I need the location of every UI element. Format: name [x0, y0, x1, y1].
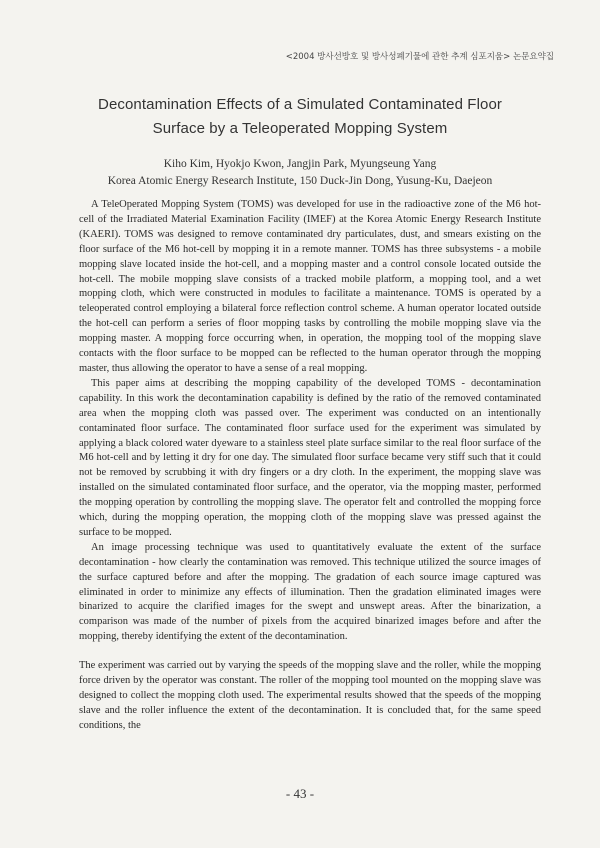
paragraph-4: The experiment was carried out by varying the speeds of the mopping slave and the roller, while the mopping force driven by the operator was constant. The roller of the mopping tool mounted on the mopping slave was designed to collect the mopping cloth used. The experimental results showed that the speeds of the mopping slave and the roller influence the extent of the decontamination. It is concluded that, for the same speed conditions, the — [79, 660, 541, 731]
paragraph-3: An image processing technique was used to quantitatively evaluate the extent of the surface decontamination - how clearly the contamination was removed. This technique utilized the source images of the surface captured before and after the mopping. The gradation of each source image captured was eliminated in order to minimize any effects of illumination. Then the gradation eliminated images were binarized to acquire the clarified images for the swept and unswept areas. After the binarization, a comparison was made of the number of pixels from the acquired binarized images before and after the mopping, thereby identifying the extent of the decontamination. — [79, 541, 541, 643]
title-line-1: Decontamination Effects of a Simulated Contaminated Floor — [98, 96, 502, 113]
paper-title — [60, 93, 540, 141]
affiliation: Korea Atomic Energy Research Institute, 150 Duck-Jin Dong, Yusung-Ku, Daejeon — [107, 175, 493, 187]
author-block — [60, 156, 540, 190]
proceedings-header: <2004 방사선방호 및 방사성폐기물에 관한 추계 심포지움> 논문요약집 — [285, 52, 554, 62]
paragraph-2: This paper aims at describing the mopping capability of the developed TOMS - decontamination capability. In this work the decontamination capability is defined by the ratio of the removed contaminated area when the mopping cloth was passed over. The experiment was conducted on an intentionally contaminated floor surface. The contaminated floor surface used for the experiment was simulated by applying a black colored water dyeware to a stainless steel plate surface similar to the real floor surface of the M6 hot-cell and by letting it dry for one day. The simulated floor surface became very stiff such that it could not be removed by scrubbing it with dry fingers or a dry cloth. In the experiment, the mopping slave was installed on the simulated contaminated floor surface, and the operator, via the mopping master, performed the mopping operation by controlling the mopping slave. The operator felt and controlled the mopping force which, during the mopping operation, the mopping cloth of the mopping slave was pressed against the surface to be mopped. — [79, 377, 541, 538]
authors: Kiho Kim, Hyokjo Kwon, Jangjin Park, Myungseung Yang — [163, 158, 437, 170]
title-line-2: Surface by a Teleoperated Mopping System — [152, 120, 448, 137]
page-number: - 43 - — [285, 786, 315, 801]
abstract-body — [79, 198, 541, 734]
paragraph-1: A TeleOperated Mopping System (TOMS) was developed for use in the radioactive zone of the M6 hot-cell of the Irradiated Material Examination Facility (IMEF) at the Korea Atomic Energy Research Institute (KAERI). TOMS was designed to remove contaminated dry particulates, dust, and smears existing on the floor surface of the M6 hot-cell by mopping it in a remote manner. TOMS has three subsystems - a mobile mopping slave located inside the hot-cell, and a mopping master and a control console located outside the hot-cell. The mobile mopping slave consists of a tracked mobile platform, a mopping tool, and a wet mopping cloth, which were constructed in modules to facilitate a maintenance. TOMS is operated by a teleoperated control employing a bilateral force reflection control scheme. A human operator located outside the hot-cell can perform a series of floor mopping tasks by controlling the mobile mopping slave via the mopping master. A mopping force occurring when, in operation, the mopping tool of the mopping slave contacts with the floor surface to be mopped can be reflected to the human operator through the mopping master, thus allowing the operator to have a sense of a real mopping. — [79, 199, 541, 374]
